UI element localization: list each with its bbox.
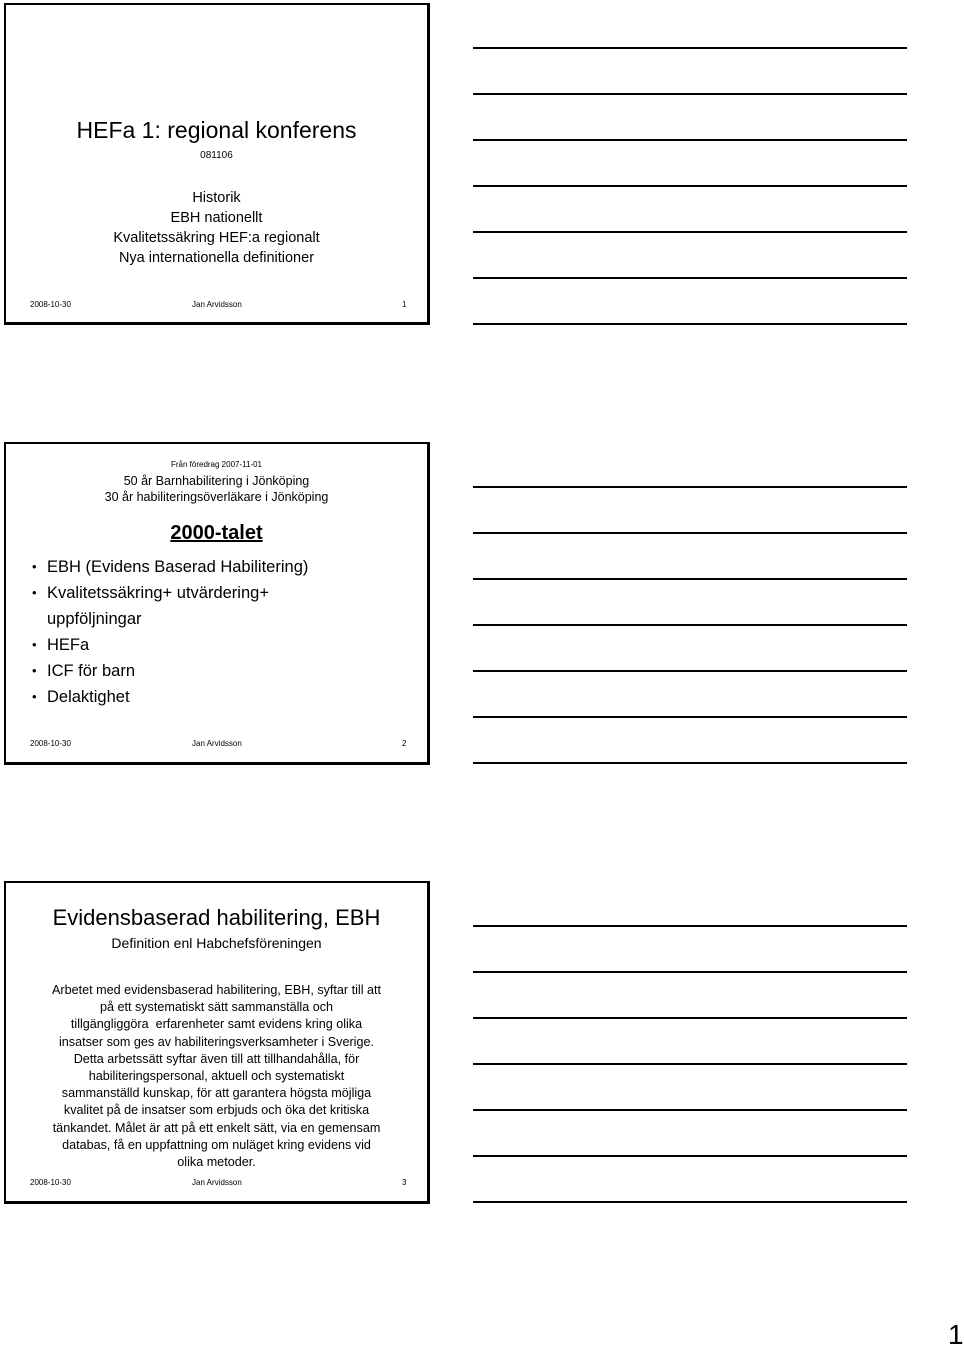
slide-2 — [4, 442, 430, 765]
body-line: tänkandet. Målet är att på ett enkelt sätt, via en gemensam — [52, 1120, 381, 1135]
bullet-text: EBH (Evidens Baserad Habilitering) — [47, 558, 309, 576]
slide-3-title: Evidensbaserad habilitering, EBH — [52, 905, 381, 930]
note-line — [473, 93, 907, 95]
slide-1-footer-author: Jan Arvidsson — [192, 300, 242, 309]
slide-3-body — [18, 982, 415, 1171]
note-line — [473, 139, 907, 141]
page-number: 1 — [948, 1319, 964, 1350]
body-line: sammanställd kunskap, för att garantera högsta möjliga — [61, 1086, 372, 1101]
slide-2-bullet-list — [30, 554, 417, 710]
slide-1-line: Historik — [192, 190, 241, 206]
slide-2-line-1: 50 år Barnhabilitering i Jönköping — [123, 474, 310, 488]
bullet-icon: • — [32, 585, 37, 600]
slide-1-title: HEFa 1: regional konferens — [76, 117, 357, 143]
bullet-icon: • — [32, 637, 37, 652]
note-line — [473, 1201, 907, 1203]
note-line — [473, 486, 907, 488]
slide-3-subtitle: Definition enl Habchefsföreningen — [111, 935, 322, 951]
note-line — [473, 971, 907, 973]
bullet-text: Delaktighet — [47, 688, 130, 706]
note-line — [473, 1017, 907, 1019]
body-line: databas, få en uppfattning om nuläget kring evidens vid — [62, 1137, 371, 1152]
note-line — [473, 925, 907, 927]
note-line — [473, 1155, 907, 1157]
body-line: Arbetet med evidensbaserad habilitering, EBH, syftar till att — [52, 983, 381, 997]
body-line: habiliteringspersonal, aktuell och systematiskt — [88, 1069, 345, 1084]
note-line — [473, 670, 907, 672]
body-line: olika metoder. — [177, 1155, 256, 1170]
slide-3-footer-author: Jan Arvidsson — [192, 1178, 242, 1187]
note-line — [473, 1063, 907, 1065]
body-line: tillgängliggöra erfarenheter samt evidens kring olika — [70, 1017, 363, 1032]
body-line: insatser som ges av habiliteringsverksamheter i Sverige. — [59, 1034, 374, 1049]
slide-2-heading: 2000-talet — [170, 522, 263, 544]
slide-1-line: Kvalitetssäkring HEF:a regionalt — [113, 230, 320, 246]
body-line: på ett systematiskt sätt sammanställa och — [99, 1000, 334, 1015]
note-line — [473, 185, 907, 187]
bullet-item — [30, 684, 417, 710]
slide-2-pretitle: Från föredrag 2007-11-01 — [170, 460, 263, 469]
bullet-text: Kvalitetssäkring+ utvärdering+ — [47, 584, 269, 602]
body-line: kvalitet på de insatser som erbjuds och öka det kritiska — [63, 1103, 370, 1118]
slide-1-content — [6, 188, 427, 268]
note-line — [473, 323, 907, 325]
slide-1 — [4, 3, 430, 325]
bullet-text: ICF för barn — [47, 662, 136, 680]
bullet-icon: • — [32, 663, 37, 678]
note-line — [473, 1109, 907, 1111]
slide-3-footer-date: 2008-10-30 — [30, 1178, 71, 1187]
bullet-item — [30, 658, 417, 684]
note-line — [473, 716, 907, 718]
note-line — [473, 762, 907, 764]
slide-1-subtitle: 081106 — [200, 150, 233, 161]
slide-1-footer-page: 1 — [402, 300, 407, 309]
bullet-text-continued: uppföljningar — [47, 610, 142, 628]
note-line — [473, 624, 907, 626]
bullet-item — [30, 554, 417, 580]
bullet-item — [30, 580, 417, 632]
slide-1-line: Nya internationella definitioner — [118, 250, 315, 266]
note-line — [473, 277, 907, 279]
bullet-icon: • — [32, 559, 37, 574]
slide-2-footer-author: Jan Arvidsson — [192, 739, 242, 748]
note-line — [473, 231, 907, 233]
bullet-icon: • — [32, 689, 37, 704]
slide-1-line: EBH nationellt — [170, 210, 263, 226]
note-line — [473, 532, 907, 534]
slide-2-footer-date: 2008-10-30 — [30, 739, 71, 748]
bullet-text: HEFa — [47, 636, 90, 654]
note-line — [473, 47, 907, 49]
slide-2-footer-page: 2 — [402, 739, 407, 748]
note-line — [473, 578, 907, 580]
bullet-item — [30, 632, 417, 658]
body-line: Detta arbetssätt syftar även till att tillhandahålla, för — [73, 1051, 360, 1066]
slide-3-footer-page: 3 — [402, 1178, 407, 1187]
slide-3 — [4, 881, 430, 1204]
slide-2-line-2: 30 år habiliteringsöverläkare i Jönköping — [104, 490, 329, 504]
slide-1-footer-date: 2008-10-30 — [30, 300, 71, 309]
